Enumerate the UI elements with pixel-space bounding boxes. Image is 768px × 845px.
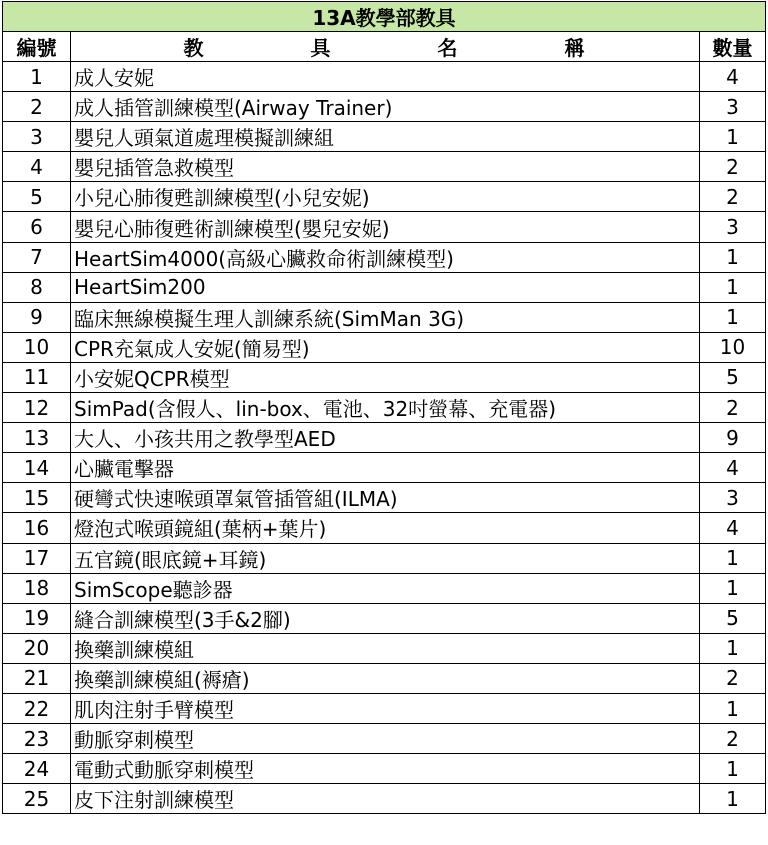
- table-row: [3, 513, 766, 543]
- row-name: HeartSim200: [71, 272, 700, 302]
- table-row: [3, 453, 766, 483]
- row-name: 嬰兒心肺復甦術訓練模型(嬰兒安妮): [71, 212, 700, 242]
- row-name: 大人、小孩共用之教學型AED: [71, 423, 700, 453]
- row-number: 17: [3, 543, 71, 573]
- row-quantity: 1: [699, 302, 765, 332]
- row-quantity: 5: [699, 362, 765, 392]
- row-quantity: 1: [699, 272, 765, 302]
- row-name: 硬彎式快速喉頭罩氣管插管組(ILMA): [71, 483, 700, 513]
- row-quantity: 1: [699, 122, 765, 152]
- table-row: [3, 633, 766, 663]
- row-name: 換藥訓練模組(褥瘡): [71, 663, 700, 693]
- table-row: [3, 362, 766, 392]
- row-number: 21: [3, 663, 71, 693]
- table-row: [3, 483, 766, 513]
- header-name-char: 名: [437, 36, 460, 60]
- header-name-char: 稱: [564, 36, 587, 60]
- row-number: 9: [3, 302, 71, 332]
- row-quantity: 4: [699, 453, 765, 483]
- row-quantity: 4: [699, 513, 765, 543]
- row-quantity: 3: [699, 212, 765, 242]
- row-number: 15: [3, 483, 71, 513]
- table-row: [3, 603, 766, 633]
- row-number: 11: [3, 362, 71, 392]
- row-name: 換藥訓練模組: [71, 633, 700, 663]
- row-number: 20: [3, 633, 71, 663]
- table-row: [3, 92, 766, 122]
- row-name: 嬰兒插管急救模型: [71, 152, 700, 182]
- table-row: [3, 754, 766, 784]
- row-quantity: 4: [699, 62, 765, 92]
- table-title: 13A教學部教具: [3, 2, 766, 32]
- table-row: [3, 272, 766, 302]
- row-quantity: 1: [699, 633, 765, 663]
- row-name: 小兒心肺復甦訓練模型(小兒安妮): [71, 182, 700, 212]
- table-row: [3, 393, 766, 423]
- row-name: 燈泡式喉頭鏡組(葉柄+葉片): [71, 513, 700, 543]
- row-number: 25: [3, 784, 71, 814]
- equipment-table: [2, 1, 766, 814]
- row-name: CPR充氣成人安妮(簡易型): [71, 332, 700, 362]
- table-row: [3, 182, 766, 212]
- row-quantity: 2: [699, 152, 765, 182]
- row-quantity: 1: [699, 543, 765, 573]
- row-name: 小安妮QCPR模型: [71, 362, 700, 392]
- table-row: [3, 423, 766, 453]
- row-name: 皮下注射訓練模型: [71, 784, 700, 814]
- table-row: [3, 152, 766, 182]
- table-row: [3, 543, 766, 573]
- row-quantity: 1: [699, 784, 765, 814]
- row-name: 電動式動脈穿刺模型: [71, 754, 700, 784]
- row-quantity: 2: [699, 393, 765, 423]
- table-row: [3, 693, 766, 723]
- row-quantity: 9: [699, 423, 765, 453]
- row-name: 縫合訓練模型(3手&2腳): [71, 603, 700, 633]
- row-number: 5: [3, 182, 71, 212]
- header-quantity: 數量: [699, 32, 765, 62]
- row-number: 18: [3, 573, 71, 603]
- table-row: [3, 62, 766, 92]
- row-quantity: 1: [699, 242, 765, 272]
- row-quantity: 1: [699, 754, 765, 784]
- table-row: [3, 784, 766, 814]
- header-name: [71, 32, 700, 62]
- row-name: 五官鏡(眼底鏡+耳鏡): [71, 543, 700, 573]
- row-number: 8: [3, 272, 71, 302]
- row-quantity: 3: [699, 483, 765, 513]
- row-name: HeartSim4000(高級心臟救命術訓練模型): [71, 242, 700, 272]
- row-name: 心臟電擊器: [71, 453, 700, 483]
- row-name: 嬰兒人頭氣道處理模擬訓練組: [71, 122, 700, 152]
- table-row: [3, 332, 766, 362]
- row-number: 22: [3, 693, 71, 723]
- table-row: [3, 122, 766, 152]
- row-name: 成人插管訓練模型(Airway Trainer): [71, 92, 700, 122]
- table-body: [3, 62, 766, 814]
- row-quantity: 2: [699, 182, 765, 212]
- row-quantity: 10: [699, 332, 765, 362]
- row-number: 10: [3, 332, 71, 362]
- header-name-char: 具: [310, 36, 333, 60]
- header-name-char: 教: [183, 36, 206, 60]
- header-number: 編號: [3, 32, 71, 62]
- row-number: 7: [3, 242, 71, 272]
- row-number: 1: [3, 62, 71, 92]
- row-quantity: 1: [699, 573, 765, 603]
- table-row: [3, 573, 766, 603]
- row-number: 13: [3, 423, 71, 453]
- table-row: [3, 242, 766, 272]
- row-name: 動脈穿刺模型: [71, 724, 700, 754]
- row-name: SimPad(含假人、lin-box、電池、32吋螢幕、充電器): [71, 393, 700, 423]
- row-quantity: 2: [699, 724, 765, 754]
- table-row: [3, 212, 766, 242]
- row-name: 成人安妮: [71, 62, 700, 92]
- row-number: 6: [3, 212, 71, 242]
- table-row: [3, 302, 766, 332]
- row-quantity: 3: [699, 92, 765, 122]
- row-number: 24: [3, 754, 71, 784]
- row-quantity: 2: [699, 663, 765, 693]
- row-number: 2: [3, 92, 71, 122]
- row-name: SimScope聽診器: [71, 573, 700, 603]
- row-number: 12: [3, 393, 71, 423]
- row-number: 14: [3, 453, 71, 483]
- table-row: [3, 663, 766, 693]
- row-number: 4: [3, 152, 71, 182]
- row-quantity: 1: [699, 693, 765, 723]
- row-number: 16: [3, 513, 71, 543]
- row-name: 臨床無線模擬生理人訓練系統(SimMan 3G): [71, 302, 700, 332]
- row-number: 19: [3, 603, 71, 633]
- row-name: 肌肉注射手臂模型: [71, 693, 700, 723]
- table-row: [3, 724, 766, 754]
- row-number: 3: [3, 122, 71, 152]
- row-quantity: 5: [699, 603, 765, 633]
- row-number: 23: [3, 724, 71, 754]
